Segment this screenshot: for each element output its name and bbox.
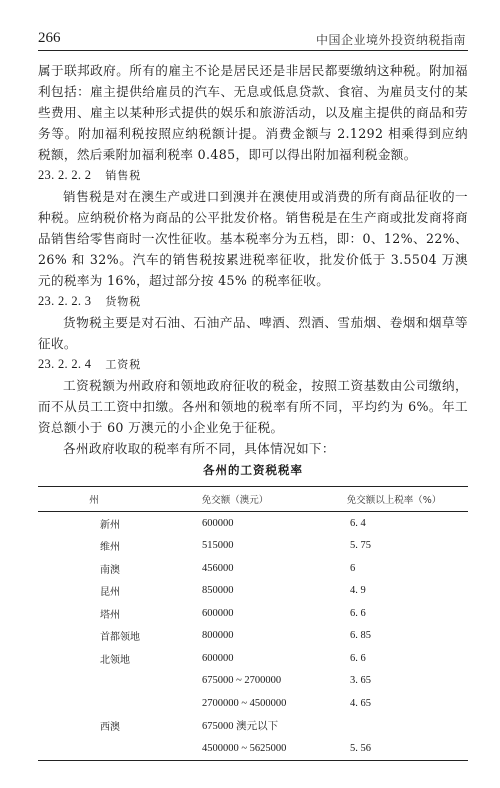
- section-number: 23. 2. 2. 4: [38, 357, 92, 371]
- section-title: 货物税: [105, 295, 142, 308]
- column-header-rate: 免交额以上税率（%）: [346, 495, 442, 506]
- cell-exemption: 456000: [202, 562, 234, 574]
- section-title: 销售税: [105, 169, 142, 182]
- paragraph-sales-tax: 销售税是对在澳生产或进口到澳并在澳使用或消费的所有商品征收的一种税。应纳税价格为商品的公平批发价格。销售税是在生产商或批发商将商品销售给零售商时一次性征收。基本税率分为五档，即：0、12%、22%、26% 和 32%。汽车的销售税按累进税率征收，批发价低于 3.5504 万澳元的税率为 16%，超过部分按 45% 的税率征收。: [38, 189, 468, 288]
- section-heading-goods-tax: [38, 291, 468, 312]
- page-number: 266: [38, 30, 61, 46]
- section-number: 23. 2. 2. 2: [38, 168, 92, 182]
- cell-exemption: 515000: [202, 540, 234, 552]
- cell-rate: 3. 65: [350, 675, 371, 687]
- cell-exemption: 675000 ~ 2700000: [202, 675, 282, 687]
- cell-state: 北领地: [100, 654, 130, 666]
- table-row: [38, 625, 468, 648]
- table-row: [38, 647, 468, 670]
- table-caption: 各州的工资税税率: [203, 463, 303, 477]
- column-header-state: 州: [89, 495, 99, 506]
- cell-rate: 5. 75: [350, 540, 371, 552]
- cell-state: 西澳: [100, 722, 120, 734]
- section-number: 23. 2. 2. 3: [38, 294, 92, 308]
- body-text: [38, 60, 468, 459]
- column-header-exemption: 免交额（澳元）: [201, 495, 269, 506]
- table-row: [38, 557, 468, 580]
- cell-state: 维州: [100, 542, 120, 554]
- cell-exemption: 2700000 ~ 4500000: [202, 697, 287, 709]
- cell-rate: 6. 85: [350, 630, 371, 642]
- section-heading-payroll-tax: [38, 354, 468, 375]
- table-row: [38, 602, 468, 625]
- cell-exemption: 675000 澳元以下: [202, 721, 279, 733]
- cell-exemption: 800000: [202, 630, 234, 642]
- table-header-row: [38, 487, 468, 512]
- table-row: [38, 512, 468, 535]
- table-row: [38, 692, 468, 715]
- section-title: 工资税: [105, 358, 142, 371]
- cell-exemption: 850000: [202, 585, 234, 597]
- section-heading-sales-tax: [38, 165, 468, 186]
- cell-state: 首都领地: [100, 632, 140, 644]
- cell-rate: 4. 9: [350, 585, 366, 597]
- running-head: 中国企业境外投资纳税指南: [315, 33, 466, 47]
- paragraph-fringe-benefits: 属于联邦政府。所有的雇主不论是居民还是非居民都要缴纳这种税。附加福利包括：雇主提供给雇员的汽车、无息或低息贷款、食宿、为雇员支付的某些费用、雇主以某种形式提供的娱乐和旅游活动，以及雇主提供的商品和劳务等。附加福利税按照应纳税额计提。消费金额与 2.1292 相乘得到应纳税额，然后乘附加福利税率 0.485，即可以得出附加福利税金额。: [38, 63, 468, 162]
- page-header: [38, 28, 468, 51]
- cell-rate: 6. 4: [350, 517, 366, 529]
- paragraph-goods-tax: 货物税主要是对石油、石油产品、啤酒、烈酒、雪茄烟、卷烟和烟草等征收。: [38, 315, 468, 351]
- table-row: [38, 670, 468, 693]
- cell-state: 昆州: [100, 587, 120, 599]
- table-row: [38, 737, 468, 760]
- cell-rate: 4. 65: [350, 697, 371, 709]
- table-row: [38, 715, 468, 738]
- cell-rate: 6: [350, 562, 356, 574]
- paragraph-payroll-tax: 工资税额为州政府和领地政府征收的税金，按照工资基数由公司缴纳，而不从员工工资中扣缴。各州和领地的税率有所不同，平均约为 6%。年工资总额小于 60 万澳元的小企业免于征税。: [38, 378, 468, 435]
- table-row: [38, 580, 468, 603]
- cell-exemption: 600000: [202, 652, 234, 664]
- table-row: [38, 535, 468, 558]
- payroll-tax-table: [38, 486, 468, 761]
- cell-state: 新州: [100, 519, 120, 531]
- cell-rate: 6. 6: [350, 652, 366, 664]
- cell-exemption: 600000: [202, 517, 234, 529]
- cell-state: 南澳: [100, 564, 120, 576]
- cell-rate: 5. 56: [350, 742, 371, 754]
- cell-state: 塔州: [100, 609, 120, 621]
- cell-rate: 6. 6: [350, 607, 366, 619]
- cell-exemption: 600000: [202, 607, 234, 619]
- paragraph-table-intro: 各州政府收取的税率有所不同，具体情况如下：: [63, 441, 335, 456]
- cell-exemption: 4500000 ~ 5625000: [202, 742, 287, 754]
